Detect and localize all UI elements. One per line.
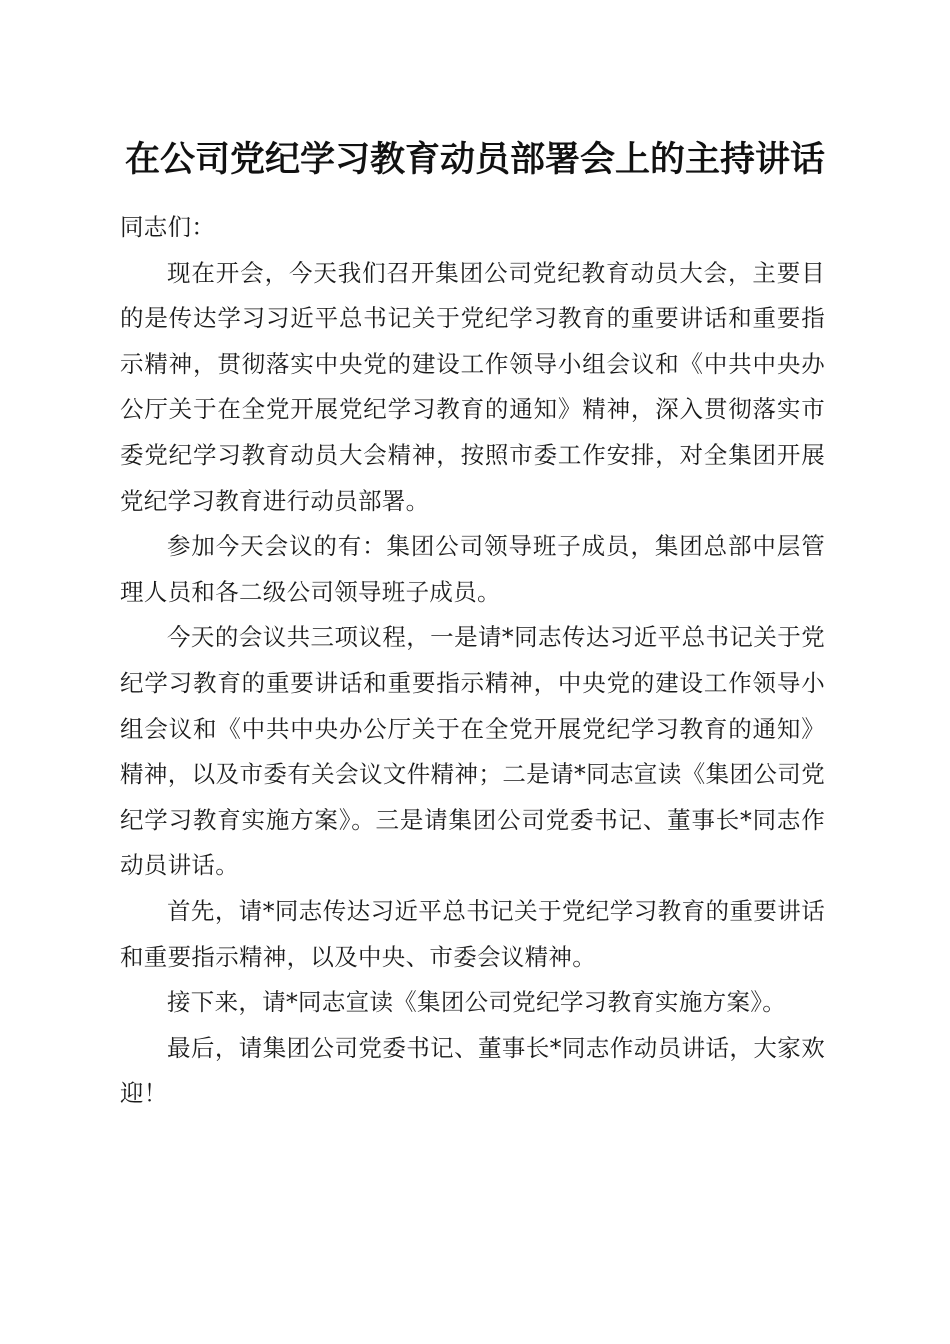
- paragraph-agenda: 今天的会议共三项议程，一是请*同志传达习近平总书记关于党纪学习教育的重要讲话和重要指示精神，中央党的建设工作领导小组会议和《中共中央办公厅关于在全党开展党纪学习教育的通知》精神，以及市委有关会议文件精神；二是请*同志宣读《集团公司党纪学习教育实施方案》。三是请集团公司党委书记、董事长*同志作动员讲话。: [120, 623, 825, 880]
- paragraph-first-item: 首先，请*同志传达习近平总书记关于党纪学习教育的重要讲话和重要指示精神，以及中央、市委会议精神。: [120, 896, 825, 971]
- salutation: 同志们：: [120, 213, 216, 241]
- paragraph-attendees: 参加今天会议的有：集团公司领导班子成员，集团总部中层管理人员和各二级公司领导班子成员。: [120, 532, 825, 606]
- paragraph-second-item: 接下来，请*同志宣读《集团公司党纪学习教育实施方案》。: [167, 988, 787, 1017]
- paragraph-final-item: 最后，请集团公司党委书记、董事长*同志作动员讲话，大家欢迎！: [120, 1033, 825, 1108]
- document-body: [120, 205, 825, 1117]
- document-title: 在公司党纪学习教育动员部署会上的主持讲话: [124, 139, 825, 180]
- paragraph-opening: 现在开会，今天我们召开集团公司党纪教育动员大会，主要目的是传达学习习近平总书记关于党纪学习教育的重要讲话和重要指示精神，贯彻落实中央党的建设工作领导小组会议和《中共中央办公厅关于在全党开展党纪学习教育的通知》精神，深入贯彻落实市委党纪学习教育动员大会精神，按照市委工作安排，对全集团开展党纪学习教育进行动员部署。: [120, 258, 825, 515]
